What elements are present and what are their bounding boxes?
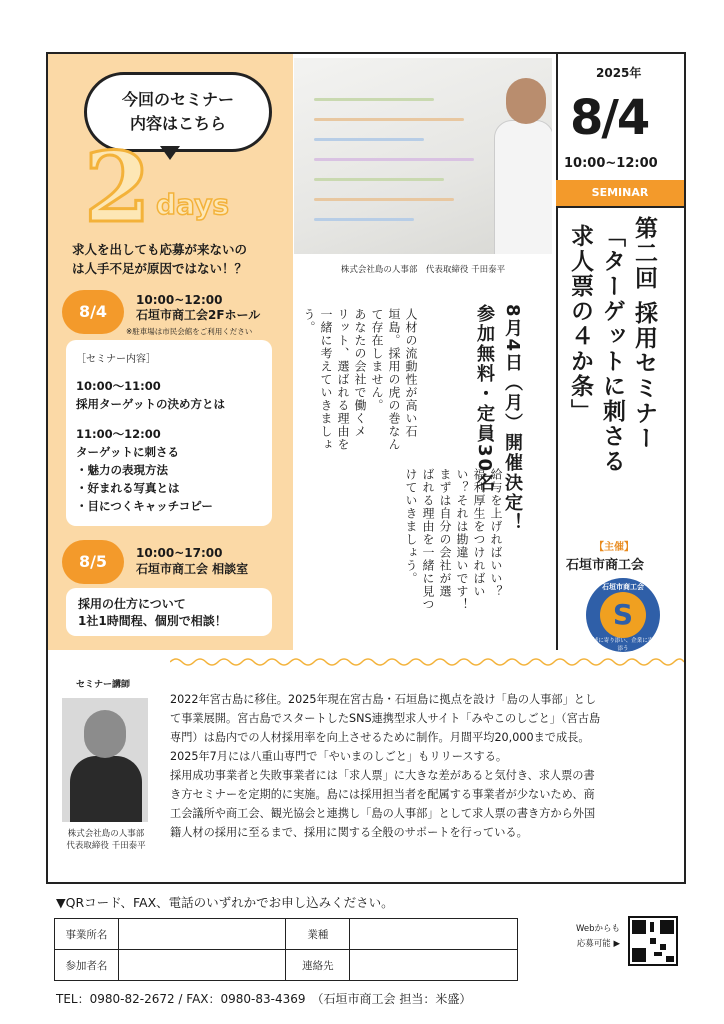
apply-instruction: ▼QRコード、FAX、電話のいずれかでお申し込みください。: [56, 895, 394, 910]
speaker-role: 代表取締役 千田泰平: [66, 841, 146, 851]
lead-text: [72, 240, 292, 278]
bio-line: て事業展開。宮古島でスタートしたSNS連携型求人サイト「みやこのしごと」（宮古島: [170, 712, 601, 725]
speaker-label: セミナー講師: [76, 680, 131, 690]
body-line: ばれる理由を一緒に見つ: [421, 468, 435, 611]
photo-caption: 株式会社島の人事部 代表取締役 千田泰平: [340, 265, 506, 275]
logo-top-text: 石垣市商工会: [602, 583, 644, 591]
contact-field[interactable]: [350, 950, 518, 981]
content-line: ターゲットに刺さる: [76, 445, 180, 459]
content-heading: ［セミナー内容］: [76, 354, 156, 365]
body-line: 給与を上げればいい？: [489, 468, 503, 598]
big-number: 2: [84, 131, 151, 244]
bubble-line-1: 今回のセミナー: [121, 90, 234, 109]
content-line: ・目につくキャッチコピー: [76, 499, 213, 513]
speaker-portrait: [62, 698, 148, 822]
content-line: ・魅力の表現方法: [76, 463, 168, 477]
body-line: う。: [302, 308, 316, 334]
content-line: ・好まれる写真とは: [76, 481, 180, 495]
host-label: 【主催】: [594, 542, 634, 553]
day1-time: 10:00~12:00: [136, 293, 223, 307]
logo-letter: S: [612, 598, 634, 631]
bio-line: 2025年7月には八重山専門で「やいまのしごと」もリリースする。: [170, 750, 508, 763]
bubble-tail: [160, 146, 180, 160]
body-line: 一緒に考えていきましょ: [319, 308, 333, 451]
bio-line: 籍人材の採用に至るまで、採用に関する全般のサポートを行っている。: [170, 826, 528, 839]
days-word: days: [156, 188, 229, 221]
application-form: [54, 918, 518, 981]
bio-line: 工会議所や商工会、観光協会と連携し「島の人事部」として求人票の書き方から外国: [170, 807, 596, 820]
bio-line: き方セミナーを定期的に実施。島には採用担当者を配属する事業者が少ないため、商: [170, 788, 595, 801]
title-line-3: 求人票の４か条」: [567, 224, 593, 424]
event-headline: [470, 304, 526, 654]
industry-field[interactable]: [350, 919, 518, 950]
seminar-content-card: [66, 340, 272, 526]
content-line: 採用ターゲットの決め方とは: [76, 397, 226, 411]
body-line: あなたの会社で働くメ: [353, 308, 367, 438]
body-line: て存在しません。: [370, 308, 384, 412]
title-line-2: 「ターゲットに刺さる: [599, 224, 625, 474]
speaker-presentation-photo: [294, 58, 552, 254]
consult-line-2: 1社1時間程、個別で相談！: [78, 614, 227, 628]
event-year: 2025年: [596, 66, 642, 80]
body-line: 福利厚生をつければい: [472, 468, 486, 598]
web-apply-note: [548, 922, 620, 952]
headline-date: 8月4日（月）開催決定！: [502, 304, 523, 534]
headline-free: 参加無料・定員30名: [474, 304, 495, 494]
title-line-1: 第二回 採用セミナー: [631, 216, 657, 452]
day2-badge: 8/5: [62, 540, 124, 584]
seminar-title: [564, 216, 660, 526]
bubble-line-2: 内容はこちら: [129, 114, 226, 133]
body-line: けていきましょう。: [404, 468, 418, 585]
speaker-bio: [170, 690, 678, 842]
logo-bottom-text: 地域に寄り添い、企業に寄り添う: [587, 638, 659, 652]
web-line-1: Webからも: [575, 924, 620, 934]
participant-field[interactable]: [118, 950, 286, 981]
company-field[interactable]: [118, 919, 286, 950]
qr-code-icon[interactable]: [628, 916, 678, 966]
lead-line-1: 求人を出しても応募が来ないの: [72, 242, 248, 257]
body-text-column-a: [300, 308, 419, 488]
web-line-2: 応募可能 ▶: [576, 939, 620, 949]
consultation-card: [66, 588, 272, 636]
body-line: リット、選ばれる理由を: [336, 308, 350, 451]
body-line: 人材の流動性が高い石: [404, 308, 418, 438]
content-line: 11:00〜12:00: [76, 427, 161, 441]
body-line: 垣島。採用の虎の巻なん: [387, 308, 401, 451]
company-label: 事業所名: [55, 919, 119, 950]
contact-label: 連絡先: [286, 950, 350, 981]
industry-label: 業種: [286, 919, 350, 950]
day1-parking-note: ※駐車場は市民会館をご利用ください: [126, 327, 253, 336]
bio-line: 専門）は島内での人材採用率を向上させるために制作。月間平均20,000まで成長。: [170, 731, 590, 744]
consult-line-1: 採用の仕方について: [78, 597, 186, 611]
day2-time: 10:00~17:00: [136, 546, 223, 560]
content-line: 10:00〜11:00: [76, 379, 161, 393]
speaker-caption: [58, 828, 154, 852]
event-time: 10:00~12:00: [564, 156, 658, 171]
host-name: 石垣市商工会: [566, 558, 645, 573]
day1-badge: 8/4: [62, 290, 124, 334]
bio-line: 2022年宮古島に移住。2025年現在宮古島・石垣島に拠点を設け「島の人事部」とし: [170, 693, 597, 706]
contact-line: TEL：0980-82-2672 / FAX：0980-83-4369 （石垣市商工会 担当：米盛）: [56, 992, 472, 1006]
right-divider: [556, 206, 684, 208]
bio-line: 採用成功事業者と失敗事業者には「求人票」に大きな差があると気付き、求人票の書: [170, 769, 595, 782]
body-line: まずは自分の会社が選: [438, 468, 452, 598]
wavy-divider: [170, 656, 684, 668]
day1-place: 石垣市商工会2Fホール: [136, 308, 261, 322]
day2-place: 石垣市商工会 相談室: [136, 562, 249, 576]
event-date: 8/4: [570, 90, 649, 146]
body-line: い？それは勘違いです！: [455, 468, 469, 611]
seminar-band: SEMINAR: [556, 180, 684, 206]
speaker-company: 株式会社島の人事部: [67, 829, 145, 839]
participant-label: 参加者名: [55, 950, 119, 981]
lead-line-2: は人手不足が原因ではない！？: [72, 261, 248, 276]
